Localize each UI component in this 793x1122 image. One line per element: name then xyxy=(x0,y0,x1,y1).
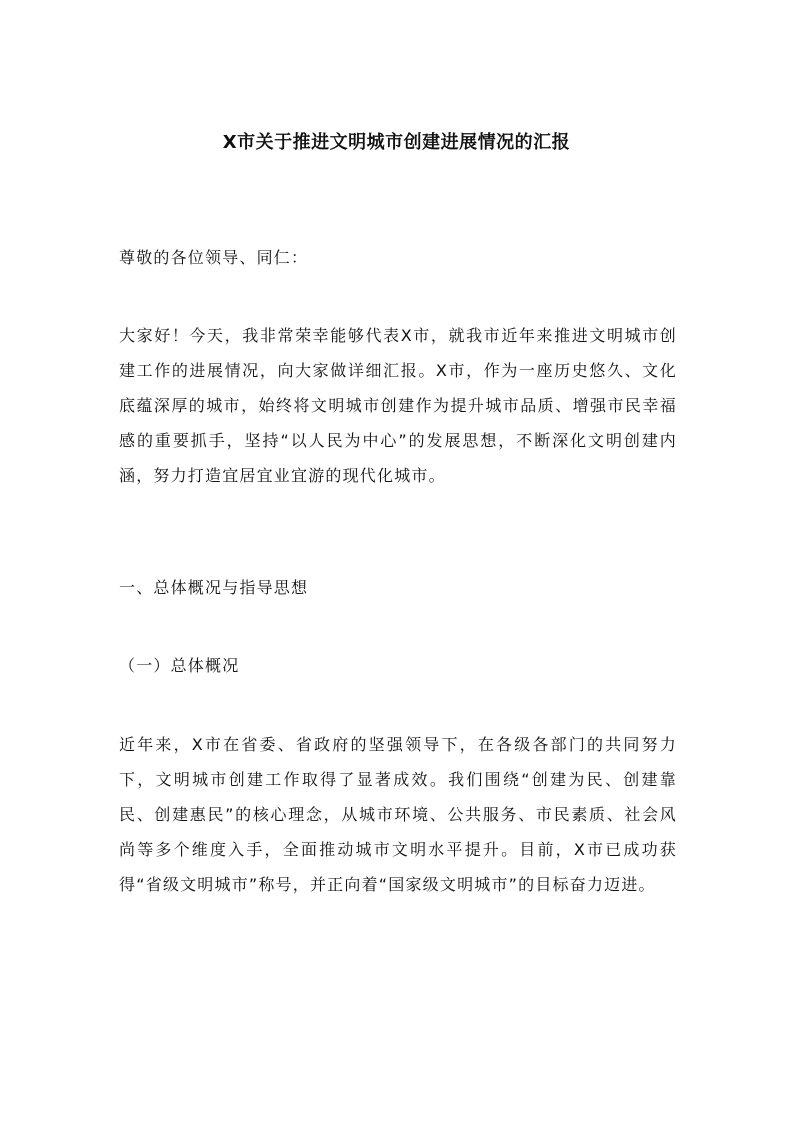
subsection-body-1: 近年来，X市在省委、省政府的坚强领导下，在各级各部门的共同努力下，文明城市创建工作取得了显著成效。我们围绕“创建为民、创建靠民、创建惠民”的核心理念，从城市环境、公共服务、市民素质、社会风尚等多个维度入手，全面推动城市文明水平提升。目前，X市已成功获得“省级文明城市”称号，并正向着“国家级文明城市”的目标奋力迈进。 xyxy=(119,735,677,894)
section-heading-1: 一、总体概况与指导思想 xyxy=(119,578,309,597)
intro-paragraph: 大家好！今天，我非常荣幸能够代表X市，就我市近年来推进文明城市创建工作的进展情况，向大家做详细汇报。X市，作为一座历史悠久、文化底蕴深厚的城市，始终将文明城市创建作为提升城市品质、增强市民幸福感的重要抓手，坚持“以人民为中心”的发展思想，不断深化文明创建内涵，努力打造宜居宜业宜游的现代化城市。 xyxy=(119,326,677,485)
salutation: 尊敬的各位领导、同仁： xyxy=(119,248,309,267)
subsection-heading-1: （一）总体概况 xyxy=(119,656,240,675)
document-title: X市关于推进文明城市创建进展情况的汇报 xyxy=(222,132,571,153)
